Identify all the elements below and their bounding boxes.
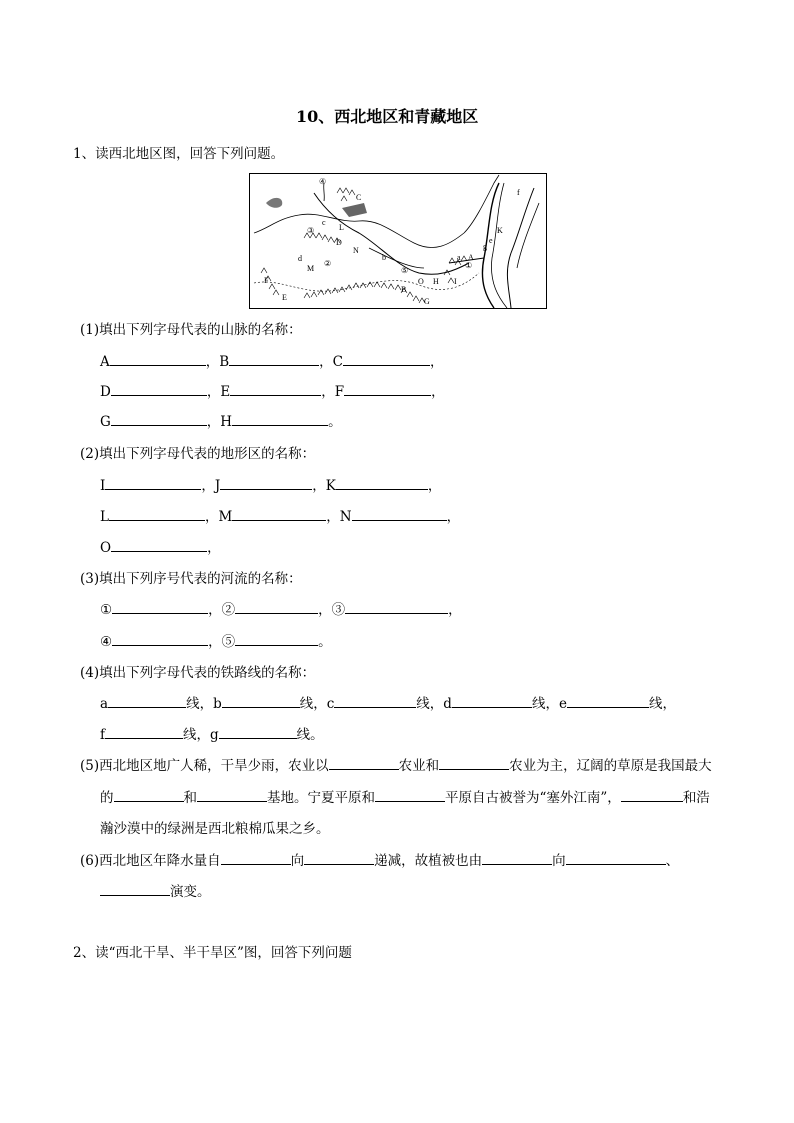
answer-blank[interactable] (105, 477, 201, 490)
answer-blank[interactable] (343, 353, 430, 366)
answer-blank[interactable] (220, 477, 312, 490)
map-label-N: N (353, 246, 359, 255)
answer-blank[interactable] (100, 883, 170, 896)
subquestion-4-row-1: a 线，b 线，c 线，d 线，e 线， (100, 696, 676, 712)
subquestion-5-line-1: (5)西北地区地广人稀，干旱少雨，农业以 农业和 农业为主，辽阔的草原是我国最大 (80, 758, 712, 774)
answer-blank[interactable] (109, 508, 205, 521)
subquestion-6-line-1: (6)西北地区年降水量自 向 递减，故植被也由 向 、 (80, 853, 680, 869)
map-label-e: e (489, 236, 493, 245)
answer-blank[interactable] (232, 508, 326, 521)
map-label-r3: ③ (307, 226, 315, 235)
answer-blank[interactable] (108, 695, 186, 708)
subquestion-1-row-1: A ，B ，C ， (100, 354, 444, 370)
map-label-G: G (424, 297, 430, 306)
subquestion-1-label: (1)填出下列字母代表的山脉的名称： (80, 322, 302, 338)
answer-blank[interactable] (304, 852, 374, 865)
answer-blank[interactable] (336, 477, 428, 490)
map-label-b: b (382, 253, 386, 262)
question-2-stem: 2、读“西北干旱、半干旱区”图，回答下列问题 (73, 945, 352, 961)
answer-blank[interactable] (452, 695, 532, 708)
map-label-D: D (336, 238, 342, 247)
answer-blank[interactable] (112, 633, 208, 646)
answer-blank[interactable] (232, 413, 328, 426)
map-label-A: A (468, 253, 474, 262)
subquestion-5-line-2: 的 和 基地。宁夏平原和 平原自古被誉为“塞外江南”， 和浩 (100, 790, 710, 806)
map-label-H: H (433, 277, 439, 286)
page-title: 10、西北地区和青藏地区 (296, 107, 479, 126)
map-label-C: C (356, 193, 362, 202)
subquestion-2-row-3: O ， (100, 540, 221, 556)
map-label-B: B (401, 285, 407, 294)
answer-blank[interactable] (229, 353, 319, 366)
subquestion-4-row-2: f 线，g 线。 (100, 727, 324, 743)
map-label-F: F (264, 276, 269, 285)
answer-blank[interactable] (105, 726, 183, 739)
subquestion-4-label: (4)填出下列字母代表的铁路线的名称： (80, 665, 316, 681)
map-label-a: a (457, 253, 461, 262)
answer-blank[interactable] (197, 789, 267, 802)
map-label-g: g (483, 242, 487, 251)
subquestion-5-line-3: 瀚沙漠中的绿洲是西北粮棉瓜果之乡。 (100, 821, 330, 837)
answer-blank[interactable] (235, 601, 318, 614)
subquestion-6-line-2: 演变。 (100, 883, 211, 901)
answer-blank[interactable] (221, 852, 291, 865)
answer-blank[interactable] (111, 539, 207, 552)
answer-blank[interactable] (111, 413, 207, 426)
answer-blank[interactable] (482, 852, 552, 865)
answer-blank[interactable] (110, 353, 206, 366)
subquestion-3-label: (3)填出下列序号代表的河流的名称： (80, 571, 302, 587)
map-label-L: L (339, 223, 344, 232)
northwest-china-map (249, 173, 547, 309)
map-label-d: d (298, 254, 302, 263)
map-label-r4: ④ (319, 177, 327, 186)
subquestion-1-row-2: D ，E ，F ， (100, 384, 445, 400)
subquestion-2-row-2: L ，M ，N ， (100, 509, 461, 525)
answer-blank[interactable] (344, 383, 431, 396)
subquestion-3-row-2: ④ ，⑤ 。 (100, 634, 332, 650)
answer-blank[interactable] (114, 789, 184, 802)
question-1-stem: 1、读西北地区图，回答下列问题。 (73, 146, 285, 162)
subquestion-2-label: (2)填出下列字母代表的地形区的名称： (80, 446, 316, 462)
answer-blank[interactable] (329, 757, 399, 770)
answer-blank[interactable] (352, 508, 447, 521)
answer-blank[interactable] (230, 383, 321, 396)
answer-blank[interactable] (235, 633, 318, 646)
answer-blank[interactable] (567, 695, 649, 708)
map-label-f: f (517, 188, 520, 197)
map-label-M: M (307, 264, 315, 273)
answer-blank[interactable] (621, 789, 683, 802)
map-label-E: E (282, 293, 287, 302)
answer-blank[interactable] (439, 757, 509, 770)
map-label-K: K (497, 226, 503, 235)
map-label-c: c (322, 218, 326, 227)
map-label-r1: ① (465, 261, 473, 270)
subquestion-1-row-3: G ，H 。 (100, 414, 342, 430)
answer-blank[interactable] (111, 383, 207, 396)
answer-blank[interactable] (334, 695, 416, 708)
answer-blank[interactable] (222, 695, 300, 708)
map-label-I: I (454, 277, 457, 286)
answer-blank[interactable] (112, 601, 208, 614)
map-label-r5: ⑤ (401, 266, 409, 275)
answer-blank[interactable] (219, 726, 297, 739)
subquestion-2-row-1: I ，J ，K ， (100, 478, 442, 494)
answer-blank[interactable] (345, 601, 448, 614)
answer-blank[interactable] (566, 852, 666, 865)
map-label-r2: ② (324, 259, 332, 268)
subquestion-3-row-1: ① ，② ，③ ， (100, 602, 462, 618)
answer-blank[interactable] (375, 789, 445, 802)
map-label-O: O (418, 277, 424, 286)
